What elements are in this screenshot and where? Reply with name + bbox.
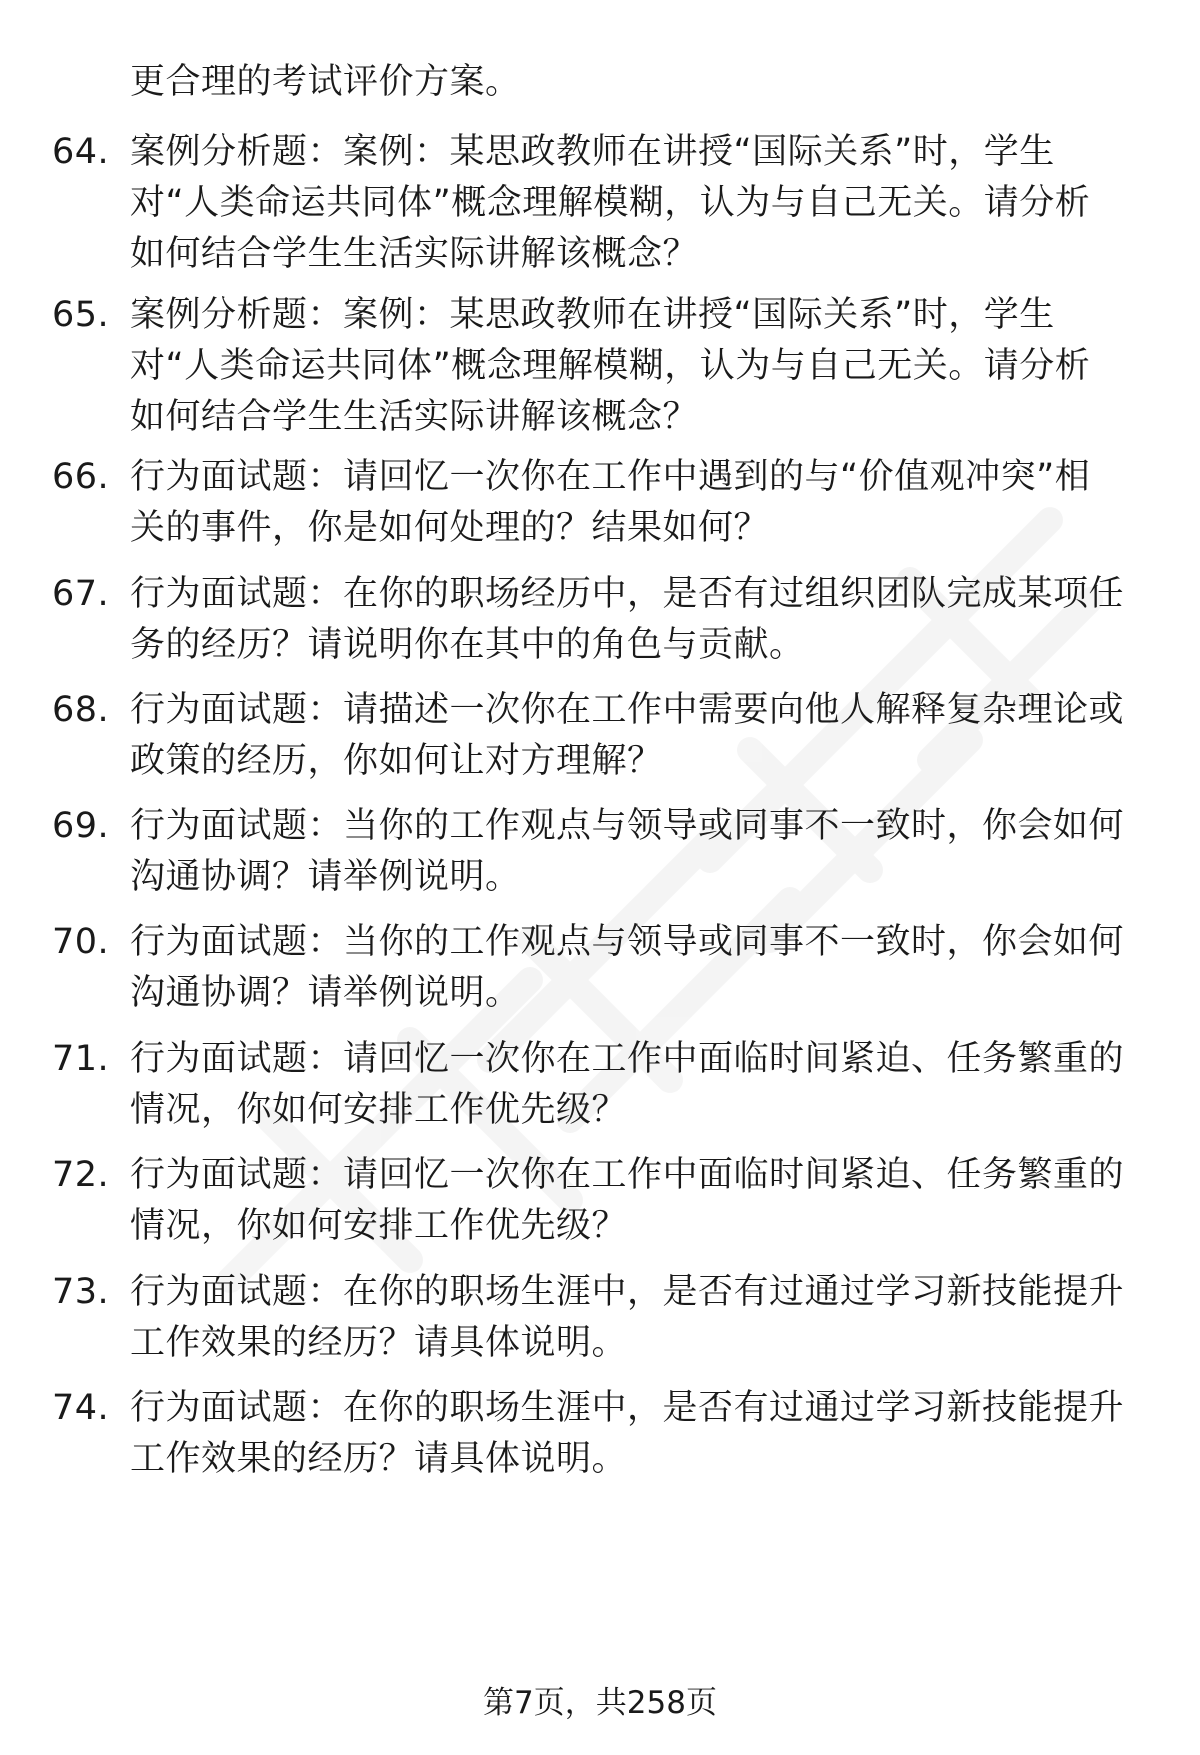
question-number: 66.	[52, 457, 110, 497]
question-number: 68.	[52, 690, 110, 730]
question-text-line: 行为面试题：在你的职场经历中，是否有过组织团队完成某项任	[130, 574, 1125, 614]
question-text-line: 如何结合学生生活实际讲解该概念？	[130, 234, 699, 274]
question-number: 72.	[52, 1155, 110, 1195]
question-text-line: 工作效果的经历？请具体说明。	[130, 1323, 628, 1363]
question-text	[130, 293, 1170, 446]
question-text	[130, 1037, 1170, 1139]
question-text-line: 关的事件，你是如何处理的？结果如何？	[130, 508, 770, 548]
question-text	[130, 1153, 1170, 1255]
question-text-line: 如何结合学生生活实际讲解该概念？	[130, 397, 699, 437]
question-text-line: 对“人类命运共同体”概念理解模糊，认为与自己无关。请分析	[130, 346, 1091, 386]
question-text-line: 情况，你如何安排工作优先级？	[130, 1090, 628, 1130]
question-number: 65.	[52, 295, 110, 335]
question-number: 64.	[52, 132, 110, 172]
question-text-line: 行为面试题：请回忆一次你在工作中面临时间紧迫、任务繁重的	[130, 1039, 1125, 1079]
question-text-line: 政策的经历，你如何让对方理解？	[130, 741, 663, 781]
question-text	[130, 572, 1170, 674]
question-text-line: 工作效果的经历？请具体说明。	[130, 1439, 628, 1479]
question-text-line: 沟通协调？请举例说明。	[130, 857, 521, 897]
question-text-line: 行为面试题：请描述一次你在工作中需要向他人解释复杂理论或	[130, 690, 1125, 730]
question-number: 69.	[52, 806, 110, 846]
question-text	[130, 920, 1170, 1022]
question-text-line: 案例分析题：案例：某思政教师在讲授“国际关系”时，学生	[130, 295, 1055, 335]
question-text-line: 行为面试题：当你的工作观点与领导或同事不一致时，你会如何	[130, 922, 1125, 962]
question-text-line: 沟通协调？请举例说明。	[130, 973, 521, 1013]
question-number: 73.	[52, 1272, 110, 1312]
question-number: 70.	[52, 922, 110, 962]
question-number: 71.	[52, 1039, 110, 1079]
question-text	[130, 1270, 1170, 1372]
question-text-line: 务的经历？请说明你在其中的角色与贡献。	[130, 625, 805, 665]
question-text-line: 行为面试题：请回忆一次你在工作中遇到的与“价值观冲突”相	[130, 457, 1091, 497]
question-text-line: 情况，你如何安排工作优先级？	[130, 1206, 628, 1246]
page-footer: 第7页，共258页	[483, 1685, 717, 1721]
question-text	[130, 1386, 1170, 1488]
question-text	[130, 455, 1170, 557]
question-number: 67.	[52, 574, 110, 614]
question-text-line: 行为面试题：请回忆一次你在工作中面临时间紧迫、任务繁重的	[130, 1155, 1125, 1195]
question-text-line: 行为面试题：在你的职场生涯中，是否有过通过学习新技能提升	[130, 1272, 1125, 1312]
question-text-line: 对“人类命运共同体”概念理解模糊，认为与自己无关。请分析	[130, 183, 1091, 223]
question-text-line: 行为面试题：在你的职场生涯中，是否有过通过学习新技能提升	[130, 1388, 1125, 1428]
question-text	[130, 688, 1170, 790]
continuation-text: 更合理的考试评价方案。	[130, 62, 521, 102]
question-text	[130, 130, 1170, 283]
question-text-line: 行为面试题：当你的工作观点与领导或同事不一致时，你会如何	[130, 806, 1125, 846]
question-text	[130, 804, 1170, 906]
question-text-line: 案例分析题：案例：某思政教师在讲授“国际关系”时，学生	[130, 132, 1055, 172]
question-number: 74.	[52, 1388, 110, 1428]
